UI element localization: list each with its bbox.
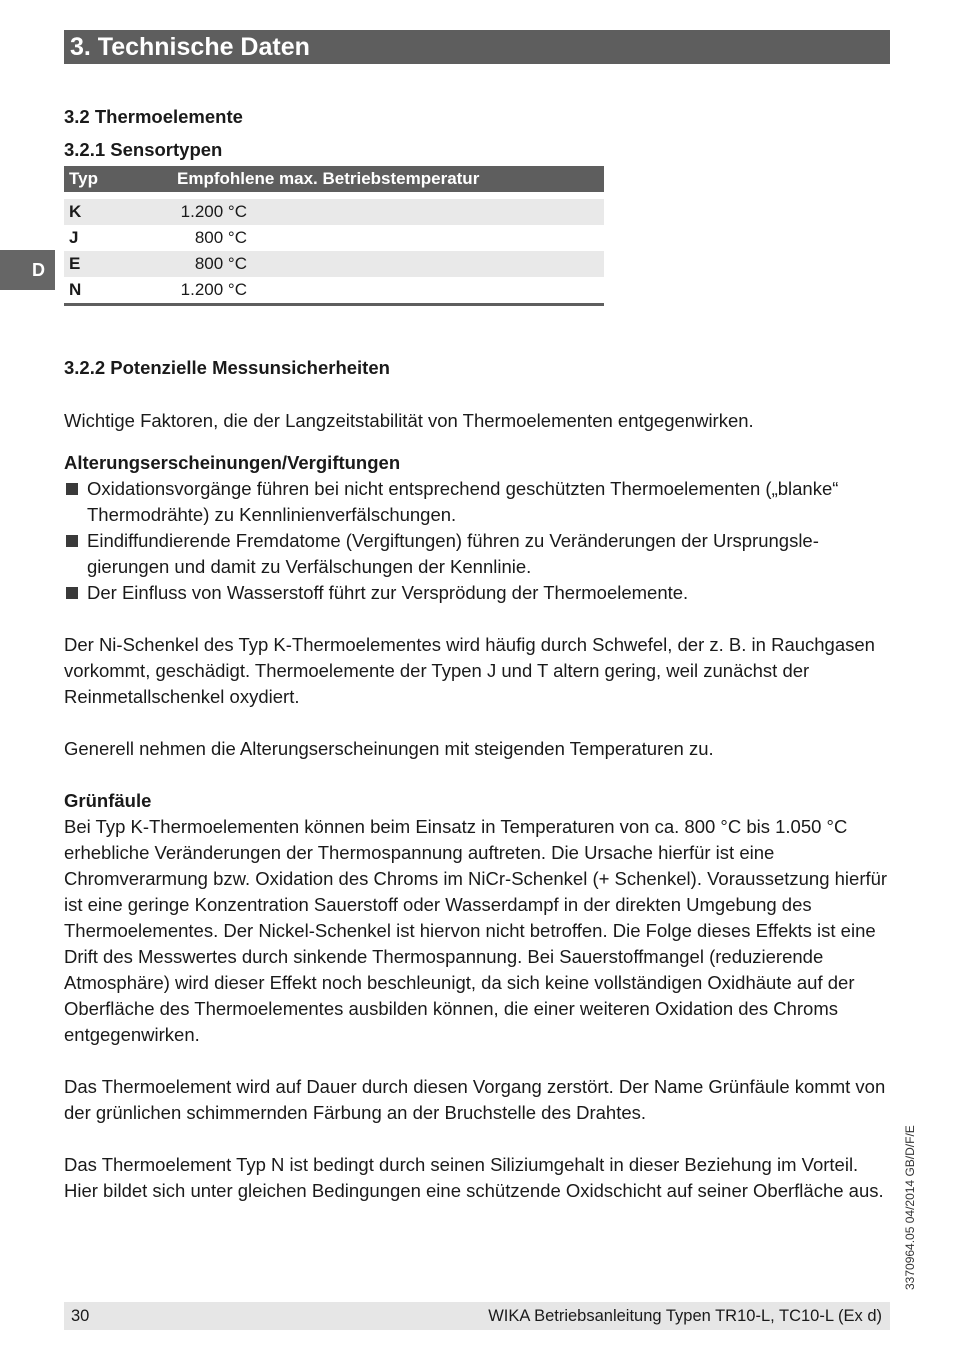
aging-bullet-list (64, 476, 890, 606)
green-rot-paragraph: Bei Typ K-Thermoelementen können beim Einsatz in Temperaturen von ca. 800 °C bis 1.050 °C erhebliche Veränderungen der Thermospannung auftreten. Die Ursache hierfür ist eine Chromverarmung bzw. Oxidation des Chroms im NiCr-Schenkel (+ Schenkel). Voraussetzung hierfür ist eine geringe Konzentration Sauerstoff oder Wasserdampf in der direkten Umgebung des Thermoelementes. Der Nickel-Schenkel ist hiervon nicht betroffen. Die Folge dieses Effekts ist eine Drift des Messwertes durch sinkende Thermospannung. Bei Sauerstoffmangel (reduzierende Atmosphäre) wird dieser Effekt noch beschleunigt, da sich keine vollständigen Oxidhäute auf der Oberfläche des Thermoelementes ausbilden können, die einer weiteren Oxidation des Chroms entgegenwirken. (64, 816, 888, 1045)
table-row (64, 277, 604, 305)
list-item: Oxidationsvorgänge führen bei nicht entsprechend geschützten Thermoelementen („blanke“ Thermodrähte) zu Kennlinienverfälschungen. (64, 476, 890, 528)
green-rot-paragraph: Das Thermoelement wird auf Dauer durch diesen Vorgang zerstört. Der Name Grünfäule kommt von der grünlichen schimmernden Färbung an der Bruchstelle des Drahtes. (64, 1076, 886, 1123)
table-row (64, 225, 604, 251)
table-row (64, 251, 604, 277)
cell-typ: N (69, 280, 82, 299)
section-heading-3-2-2: 3.2.2 Potenzielle Messunsicherheiten (64, 357, 390, 378)
list-item: Eindiffundierende Fremdatome (Vergiftungen) führen zu Veränderungen der Ursprungslegierungen und damit zu Verfälschungen der Kennlinie. (64, 528, 890, 580)
green-rot-paragraph: Das Thermoelement Typ N ist bedingt durch seinen Siliziumgehalt in dieser Beziehung im Vorteil. Hier bildet sich unter gleichen Bedingungen eine schützende Oxidschicht auf seiner Oberfläche aus. (64, 1154, 884, 1201)
footer-doc-title: WIKA Betriebsanleitung Typen TR10-L, TC10-L (Ex d) (488, 1306, 882, 1325)
intro-paragraph: Wichtige Faktoren, die der Langzeitstabilität von Thermoelementen entgegenwirken. (64, 410, 754, 431)
page-footer (64, 1302, 890, 1330)
aging-paragraph: Generell nehmen die Alterungserscheinungen mit steigenden Temperaturen zu. (64, 738, 714, 759)
column-header-typ: Typ (64, 166, 177, 192)
cell-typ: E (64, 251, 177, 277)
column-header-temperature: Empfohlene max. Betriebstemperatur (177, 166, 604, 192)
cell-typ: J (69, 228, 79, 247)
page-title: 3. Technische Daten (64, 30, 890, 64)
document-code: 3370964.05 04/2014 GB/D/F/E (903, 1125, 917, 1290)
cell-temperature: 1.200 °C (177, 199, 247, 225)
cell-typ: K (64, 199, 177, 225)
aging-heading: Alterungserscheinungen/Vergiftungen (64, 452, 401, 473)
green-rot-heading: Grünfäule (64, 790, 152, 811)
section-heading-3-2-1: 3.2.1 Sensortypen (64, 139, 223, 160)
table-header-row (64, 166, 604, 192)
table-row (64, 199, 604, 225)
cell-temperature: 1.200 °C (180, 280, 247, 299)
aging-paragraph: Der Ni-Schenkel des Typ K-Thermoelementes wird häufig durch Schwefel, der z. B. in Rauchgasen vorkommt, geschädigt. Thermoelemente der Typen J und T altern gering, weil zunächst der Reinmetallschenkel oxydiert. (64, 634, 875, 707)
sensor-type-table (64, 166, 604, 306)
cell-temperature: 800 °C (194, 228, 247, 247)
cell-temperature: 800 °C (177, 251, 247, 277)
section-heading-3-2: 3.2 Thermoelemente (64, 106, 243, 127)
main-content (64, 104, 890, 1204)
list-item: Der Einfluss von Wasserstoff führt zur Versprödung der Thermoelemente. (64, 580, 890, 606)
page-number: 30 (71, 1306, 90, 1325)
language-tab: D (0, 250, 55, 290)
